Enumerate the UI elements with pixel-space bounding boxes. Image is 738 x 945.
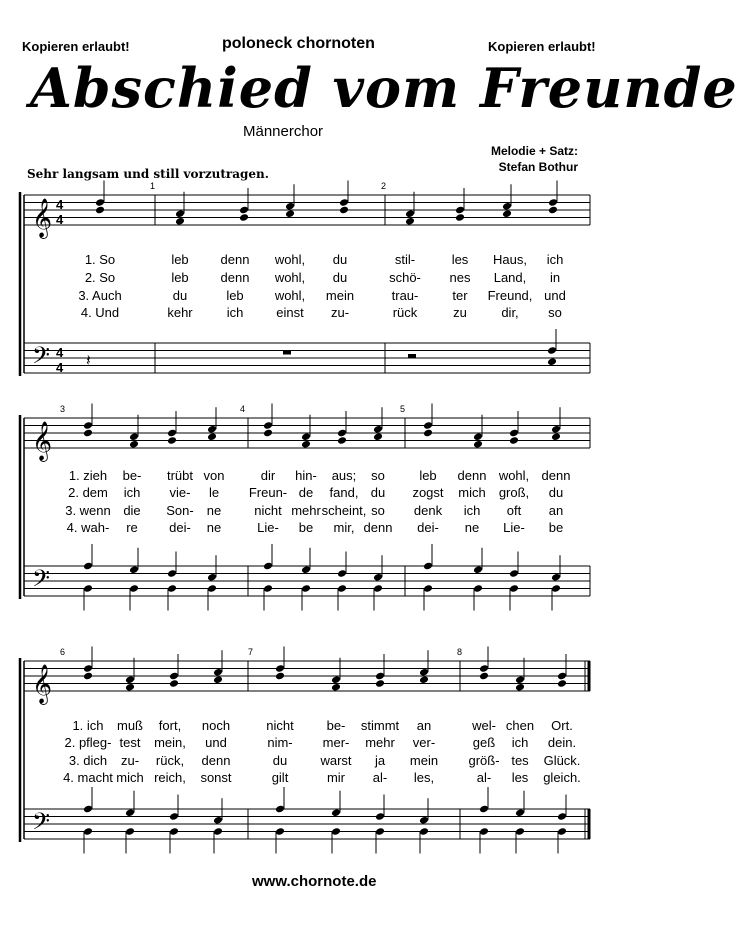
copy-allowed-left: Kopieren erlaubt! <box>22 39 130 54</box>
lyric-syllable: gilt <box>271 770 289 785</box>
lyric-syllable: leb <box>171 252 189 267</box>
lyric-syllable: Haus, <box>493 252 527 267</box>
lyric-syllable: du <box>332 252 348 267</box>
lyric-syllable: leb <box>226 288 244 303</box>
lyric-syllable: 2. pfleg- <box>64 735 112 750</box>
lyric-syllable: und <box>544 288 566 303</box>
lyric-syllable: denn <box>201 753 231 768</box>
lyric-syllable: ich <box>511 735 529 750</box>
note-head <box>339 206 349 215</box>
lyric-syllable: so <box>548 305 562 320</box>
tempo-marking: Sehr langsam und still vorzutragen. <box>27 167 269 181</box>
svg-text:4: 4 <box>56 212 64 227</box>
lyric-syllable: scheint, <box>321 503 367 518</box>
lyric-syllable: sonst <box>200 770 232 785</box>
lyric-syllable: ter <box>452 288 468 303</box>
lyric-syllable: du <box>370 485 386 500</box>
song-title: Abschied vom Freunde <box>30 56 738 120</box>
lyric-syllable: mein <box>325 288 355 303</box>
lyric-syllable: denn <box>457 468 487 483</box>
composer-name: Stefan Bothur <box>498 160 578 174</box>
lyric-syllable: Glück. <box>543 753 581 768</box>
lyric-syllable: 2. So <box>84 270 116 285</box>
lyric-syllable: stil- <box>394 252 416 267</box>
measure-number: 3 <box>60 404 66 414</box>
lyric-syllable: ich <box>226 305 244 320</box>
composer-label: Melodie + Satz: <box>490 144 578 158</box>
lyric-syllable: trübt <box>166 468 194 483</box>
lyric-syllable: schö- <box>389 270 421 285</box>
lyric-syllable: zu- <box>330 305 350 320</box>
lyric-syllable: kehr <box>167 305 193 320</box>
lyric-syllable: dei- <box>417 520 439 535</box>
note-head <box>548 206 558 215</box>
lyric-syllable: denn <box>220 252 250 267</box>
lyric-syllable: test <box>119 735 141 750</box>
lyric-syllable: tes <box>511 753 529 768</box>
lyric-syllable: mein, <box>154 735 186 750</box>
note-head <box>301 440 311 449</box>
note-head <box>95 206 105 215</box>
note-head <box>423 429 433 438</box>
svg-text:𝄢: 𝄢 <box>32 807 51 841</box>
lyric-syllable: du <box>332 270 348 285</box>
lyric-syllable: de <box>298 485 314 500</box>
lyric-syllable: mer- <box>322 735 350 750</box>
lyric-syllable: Lie- <box>503 520 525 535</box>
lyric-syllable: 4. wah- <box>66 520 110 535</box>
lyric-syllable: hin- <box>295 468 317 483</box>
lyric-syllable: al- <box>476 770 492 785</box>
measure-number: 8 <box>457 647 463 657</box>
note-head <box>167 436 177 445</box>
lyric-syllable: denn <box>220 270 250 285</box>
note-head <box>405 217 415 226</box>
note-head <box>502 209 512 218</box>
lyric-syllable: dei- <box>169 520 191 535</box>
lyric-syllable: le <box>208 485 220 500</box>
lyric-syllable: wohl, <box>498 468 530 483</box>
lyric-syllable: so <box>371 503 385 518</box>
note-head <box>479 672 489 681</box>
lyric-syllable: dein. <box>547 735 577 750</box>
lyric-syllable: les <box>511 770 529 785</box>
lyric-syllable: 3. dich <box>68 753 108 768</box>
lyric-syllable: du <box>548 485 564 500</box>
lyric-syllable: be <box>548 520 564 535</box>
note-head <box>515 683 525 692</box>
note-head <box>557 679 567 688</box>
note-head <box>213 675 223 684</box>
lyric-syllable: ich <box>463 503 481 518</box>
lyric-syllable: nicht <box>266 718 294 733</box>
note-head <box>331 683 341 692</box>
lyric-syllable: wohl, <box>274 252 306 267</box>
lyric-syllable: 2. dem <box>68 485 108 500</box>
measure-number: 7 <box>248 647 254 657</box>
lyric-syllable: 1. So <box>84 252 116 267</box>
lyric-syllable: dir, <box>501 305 519 320</box>
lyric-syllable: noch <box>201 718 231 733</box>
lyric-syllable: be- <box>122 468 142 483</box>
lyric-syllable: nicht <box>254 503 282 518</box>
note-head <box>509 436 519 445</box>
lyric-syllable: wel- <box>472 718 496 733</box>
lyrics-layer <box>63 252 581 785</box>
note-head <box>275 672 285 681</box>
lyric-syllable: mehr <box>365 735 395 750</box>
note-head <box>129 440 139 449</box>
lyric-syllable: les, <box>413 770 435 785</box>
lyric-syllable: einst <box>276 305 304 320</box>
lyric-syllable: les <box>451 252 469 267</box>
lyric-syllable: ich <box>546 252 564 267</box>
measure-number: 2 <box>381 181 387 191</box>
lyric-syllable: mehr <box>291 503 321 518</box>
lyric-syllable: nes <box>449 270 471 285</box>
lyric-syllable: trau- <box>391 288 419 303</box>
lyric-syllable: ne <box>206 503 222 518</box>
lyric-syllable: von <box>203 468 225 483</box>
lyric-syllable: 4. macht <box>63 770 113 785</box>
lyric-syllable: mich <box>458 485 486 500</box>
svg-text:𝄢: 𝄢 <box>32 564 51 598</box>
lyric-syllable: gleich. <box>543 770 581 785</box>
lyric-syllable: Lie- <box>257 520 279 535</box>
lyric-syllable: oft <box>506 503 522 518</box>
note-head <box>285 209 295 218</box>
lyric-syllable: be- <box>326 718 346 733</box>
svg-text:𝄞: 𝄞 <box>32 664 53 704</box>
lyric-syllable: Land, <box>493 270 527 285</box>
note-head <box>169 679 179 688</box>
lyric-syllable: zu- <box>120 753 140 768</box>
note-head <box>239 213 249 222</box>
note-head <box>551 432 561 441</box>
lyric-syllable: ver- <box>412 735 436 750</box>
voicing-subtitle: Männerchor <box>243 123 324 140</box>
lyric-syllable: mich <box>116 770 144 785</box>
lyric-syllable: vie- <box>169 485 191 500</box>
lyric-syllable: 1. zieh <box>68 468 108 483</box>
lyric-syllable: denn <box>363 520 393 535</box>
lyric-syllable: rück <box>392 305 418 320</box>
note-head <box>373 432 383 441</box>
lyric-syllable: ne <box>464 520 480 535</box>
lyric-syllable: stimmt <box>360 718 400 733</box>
lyric-syllable: größ- <box>468 753 500 768</box>
lyric-syllable: Son- <box>166 503 194 518</box>
lyric-syllable: in <box>549 270 561 285</box>
lyric-syllable: leb <box>171 270 189 285</box>
lyric-syllable: dir <box>260 468 276 483</box>
svg-text:𝄞: 𝄞 <box>32 421 53 461</box>
lyric-syllable: mir <box>326 770 346 785</box>
note-head <box>125 683 135 692</box>
svg-text:𝄽: 𝄽 <box>86 350 91 370</box>
lyric-syllable: an <box>548 503 564 518</box>
lyric-syllable: geß <box>472 735 496 750</box>
note-head <box>419 675 429 684</box>
svg-text:4: 4 <box>56 345 64 360</box>
lyric-syllable: fort, <box>158 718 182 733</box>
lyric-syllable: zogst <box>412 485 444 500</box>
lyric-syllable: mir, <box>333 520 355 535</box>
lyric-syllable: muß <box>117 718 143 733</box>
lyric-syllable: zu <box>453 305 467 320</box>
lyric-syllable: groß, <box>498 485 530 500</box>
note-head <box>83 429 93 438</box>
lyric-syllable: die <box>123 503 141 518</box>
lyric-syllable: ne <box>206 520 222 535</box>
measure-number: 4 <box>240 404 246 414</box>
lyric-syllable: 1. ich <box>72 718 104 733</box>
lyric-syllable: und <box>205 735 227 750</box>
website-footer: www.chornote.de <box>252 873 377 890</box>
lyric-syllable: denk <box>413 503 443 518</box>
lyric-syllable: 4. Und <box>80 305 120 320</box>
note-head <box>337 436 347 445</box>
lyric-syllable: aus; <box>331 468 357 483</box>
measure-number: 1 <box>150 181 156 191</box>
lyric-syllable: denn <box>541 468 571 483</box>
measure-number: 6 <box>60 647 66 657</box>
note-head <box>207 432 217 441</box>
lyric-syllable: rück, <box>155 753 185 768</box>
note-head <box>263 429 273 438</box>
lyric-syllable: 3. wenn <box>65 503 111 518</box>
lyric-syllable: leb <box>419 468 437 483</box>
lyric-syllable: Ort. <box>551 718 573 733</box>
note-head <box>83 672 93 681</box>
lyric-syllable: wohl, <box>274 270 306 285</box>
svg-text:4: 4 <box>56 360 64 375</box>
svg-text:4: 4 <box>56 197 64 212</box>
lyric-syllable: du <box>272 753 288 768</box>
lyric-syllable: Freun- <box>248 485 288 500</box>
lyric-syllable: ich <box>123 485 141 500</box>
copy-allowed-right: Kopieren erlaubt! <box>488 39 596 54</box>
lyric-syllable: warst <box>320 753 352 768</box>
lyric-syllable: so <box>371 468 385 483</box>
lyric-syllable: du <box>172 288 188 303</box>
lyric-syllable: ja <box>374 753 386 768</box>
lyric-syllable: nim- <box>267 735 293 750</box>
lyric-syllable: wohl, <box>274 288 306 303</box>
svg-text:𝄢: 𝄢 <box>32 341 51 375</box>
lyric-syllable: mein <box>409 753 439 768</box>
lyric-syllable: al- <box>372 770 388 785</box>
note-head <box>375 679 385 688</box>
measure-number: 5 <box>400 404 406 414</box>
lyric-syllable: fand, <box>329 485 359 500</box>
publisher-name: poloneck chornoten <box>222 35 375 52</box>
note-head <box>473 440 483 449</box>
lyric-syllable: an <box>416 718 432 733</box>
lyric-syllable: re <box>126 520 138 535</box>
lyric-syllable: Freund, <box>487 288 533 303</box>
lyric-syllable: chen <box>505 718 535 733</box>
svg-text:𝄞: 𝄞 <box>32 198 53 238</box>
lyric-syllable: be <box>298 520 314 535</box>
note-head <box>455 213 465 222</box>
lyric-syllable: reich, <box>154 770 186 785</box>
note-head <box>175 217 185 226</box>
lyric-syllable: 3. Auch <box>78 288 122 303</box>
